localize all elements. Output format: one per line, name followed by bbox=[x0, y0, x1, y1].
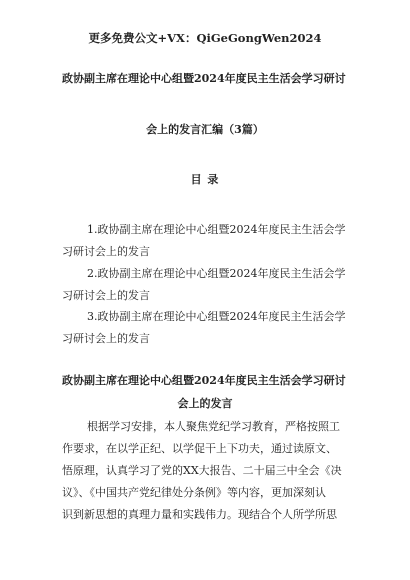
toc-item-line: 习研讨会上的发言 bbox=[62, 332, 150, 345]
toc-heading: 目 录 bbox=[190, 173, 220, 186]
watermark-header: 更多免费公文+VX：QiGeGongWen2024 bbox=[88, 31, 322, 45]
toc-item-line: 习研讨会上的发言 bbox=[62, 245, 150, 258]
body-line: 根据学习安排，本人聚焦党纪学习教育，严格按照工 bbox=[87, 420, 340, 433]
article-title-line-2: 会上的发言 bbox=[177, 397, 233, 410]
document-title-line-1: 政协副主席在理论中心组暨2024年度民主生活会学习研讨 bbox=[62, 72, 346, 85]
body-line: 识到新思想的真理力量和实践伟力。现结合个人所学所思 bbox=[62, 508, 337, 521]
document-title-line-2: 会上的发言汇编（3篇） bbox=[146, 123, 264, 136]
body-line: 议》、《中国共产党纪律处分条例》等内容，更加深刻认 bbox=[62, 486, 326, 499]
toc-item-line: 3.政协副主席在理论中心组暨2024年度民主生活会学 bbox=[87, 310, 346, 323]
body-line: 悟原理，认真学习了党的XX大报告、二十届三中全会《决 bbox=[62, 464, 342, 477]
article-title-line-1: 政协副主席在理论中心组暨2024年度民主生活会学习研讨 bbox=[62, 374, 346, 387]
toc-item-line: 习研讨会上的发言 bbox=[62, 289, 150, 302]
toc-item-line: 2.政协副主席在理论中心组暨2024年度民主生活会学 bbox=[87, 267, 346, 280]
toc-item-line: 1.政协副主席在理论中心组暨2024年度民主生活会学 bbox=[87, 223, 346, 236]
body-line: 作要求，在以学正纪、以学促干上下功夫，通过读原文、 bbox=[62, 442, 337, 455]
